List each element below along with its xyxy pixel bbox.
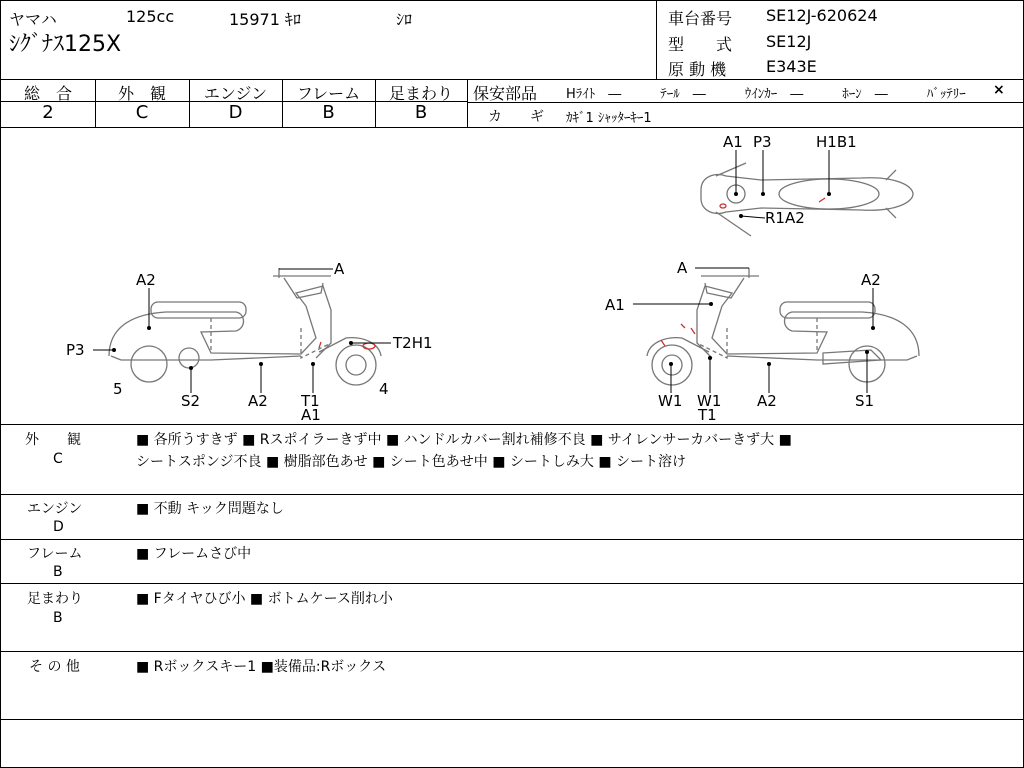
model-name: ｼｸﾞﾅｽ125X	[9, 32, 122, 57]
grade-value-engine: D	[228, 102, 243, 123]
grade-value-suspension: B	[414, 102, 428, 123]
remark-line: シートスポンジ不良 ■ 樹脂部色あせ ■ シート色あせ中 ■ シートしみ大 ■ シート溶け	[136, 454, 687, 470]
remark-grade: B	[53, 610, 63, 626]
displacement: 125cc	[126, 7, 175, 26]
type-value: SE12J	[766, 32, 812, 51]
engine-label: 原 動 機	[668, 60, 727, 79]
label-top-h1b1: H1B1	[816, 133, 857, 151]
label-right-w1b: W1	[697, 392, 722, 410]
frame-no-label: 車台番号	[668, 9, 733, 28]
grade-value-exterior: C	[135, 102, 149, 123]
label-left-s2: S2	[181, 392, 201, 410]
label-left-a1: A1	[301, 406, 321, 424]
mileage: 15971 ｷﾛ	[229, 10, 301, 29]
remark-grade: B	[53, 564, 63, 580]
remark-grade: D	[53, 519, 64, 535]
grade-label-overall: 総 合	[23, 84, 72, 103]
grade-label-suspension: 足まわり	[388, 84, 453, 103]
grade-value-overall: 2	[42, 102, 54, 123]
label-right-a1: A1	[605, 296, 625, 314]
remark-label: 足まわり	[27, 591, 83, 607]
remark-label: フレーム	[27, 546, 83, 562]
key-label: カ ギ	[488, 109, 544, 125]
frame-no: SE12J-620624	[766, 6, 878, 25]
label-left-a: A	[334, 260, 345, 278]
battery-mark: ×	[993, 82, 1005, 98]
color: ｼﾛ	[396, 10, 413, 29]
remark-line: ■ Fタイヤひび小 ■ ボトムケース削れ小	[136, 591, 393, 607]
label-left-p3: P3	[66, 341, 85, 359]
label-right-a2-bottom: A2	[757, 392, 777, 410]
label-left-a2-bottom: A2	[248, 392, 268, 410]
label-left-t2h1: T2H1	[393, 334, 433, 352]
key-value: ｶｷﾞ1 ｼｬｯﾀｰｷｰ1	[566, 111, 652, 126]
label-left-5: 5	[113, 380, 123, 398]
label-left-4: 4	[379, 380, 389, 398]
grade-label-exterior: 外 観	[117, 84, 166, 103]
remark-label: エンジン	[27, 501, 83, 517]
label-right-a2: A2	[861, 271, 881, 289]
safety-label: 保安部品	[473, 84, 538, 103]
remark-line: ■ Rボックスキー1 ■装備品:Rボックス	[136, 659, 387, 675]
maker: ヤマハ	[9, 10, 57, 29]
label-left-t1: T1	[301, 392, 320, 410]
remark-label: 外 観	[25, 432, 81, 448]
label-right-s1: S1	[855, 392, 875, 410]
grade-value-frame: B	[322, 102, 335, 123]
label-right-a: A	[677, 259, 688, 277]
remark-grade: C	[53, 451, 63, 467]
label-left-a2-seat: A2	[136, 271, 156, 289]
label-top-r1a2: R1A2	[765, 209, 805, 227]
remark-line: ■ 不動 キック問題なし	[136, 501, 284, 517]
label-top-p3: P3	[753, 133, 772, 151]
scooter-diagram	[1, 128, 1023, 424]
grade-label-frame: フレーム	[296, 84, 361, 103]
remark-line: ■ フレームさび中	[136, 546, 252, 562]
remark-label: そ の 他	[29, 659, 80, 675]
type-label: 型 式	[668, 35, 733, 54]
safety-items: Hﾗｲﾄ ― ﾃｰﾙ ― ｳｲﾝｶｰ ― ﾎｰﾝ ― ﾊﾞｯﾃﾘｰ	[566, 87, 966, 102]
grade-label-engine: エンジン	[203, 84, 268, 103]
scooter-top-view	[701, 163, 913, 236]
label-right-t1: T1	[698, 406, 717, 424]
label-top-a1: A1	[723, 133, 743, 151]
label-right-w1a: W1	[658, 392, 683, 410]
remark-line: ■ 各所うすきず ■ Rスポイラーきず中 ■ ハンドルカバー割れ補修不良 ■ サイレンサーカバーきず大 ■	[136, 432, 792, 448]
engine-value: E343E	[766, 57, 817, 76]
